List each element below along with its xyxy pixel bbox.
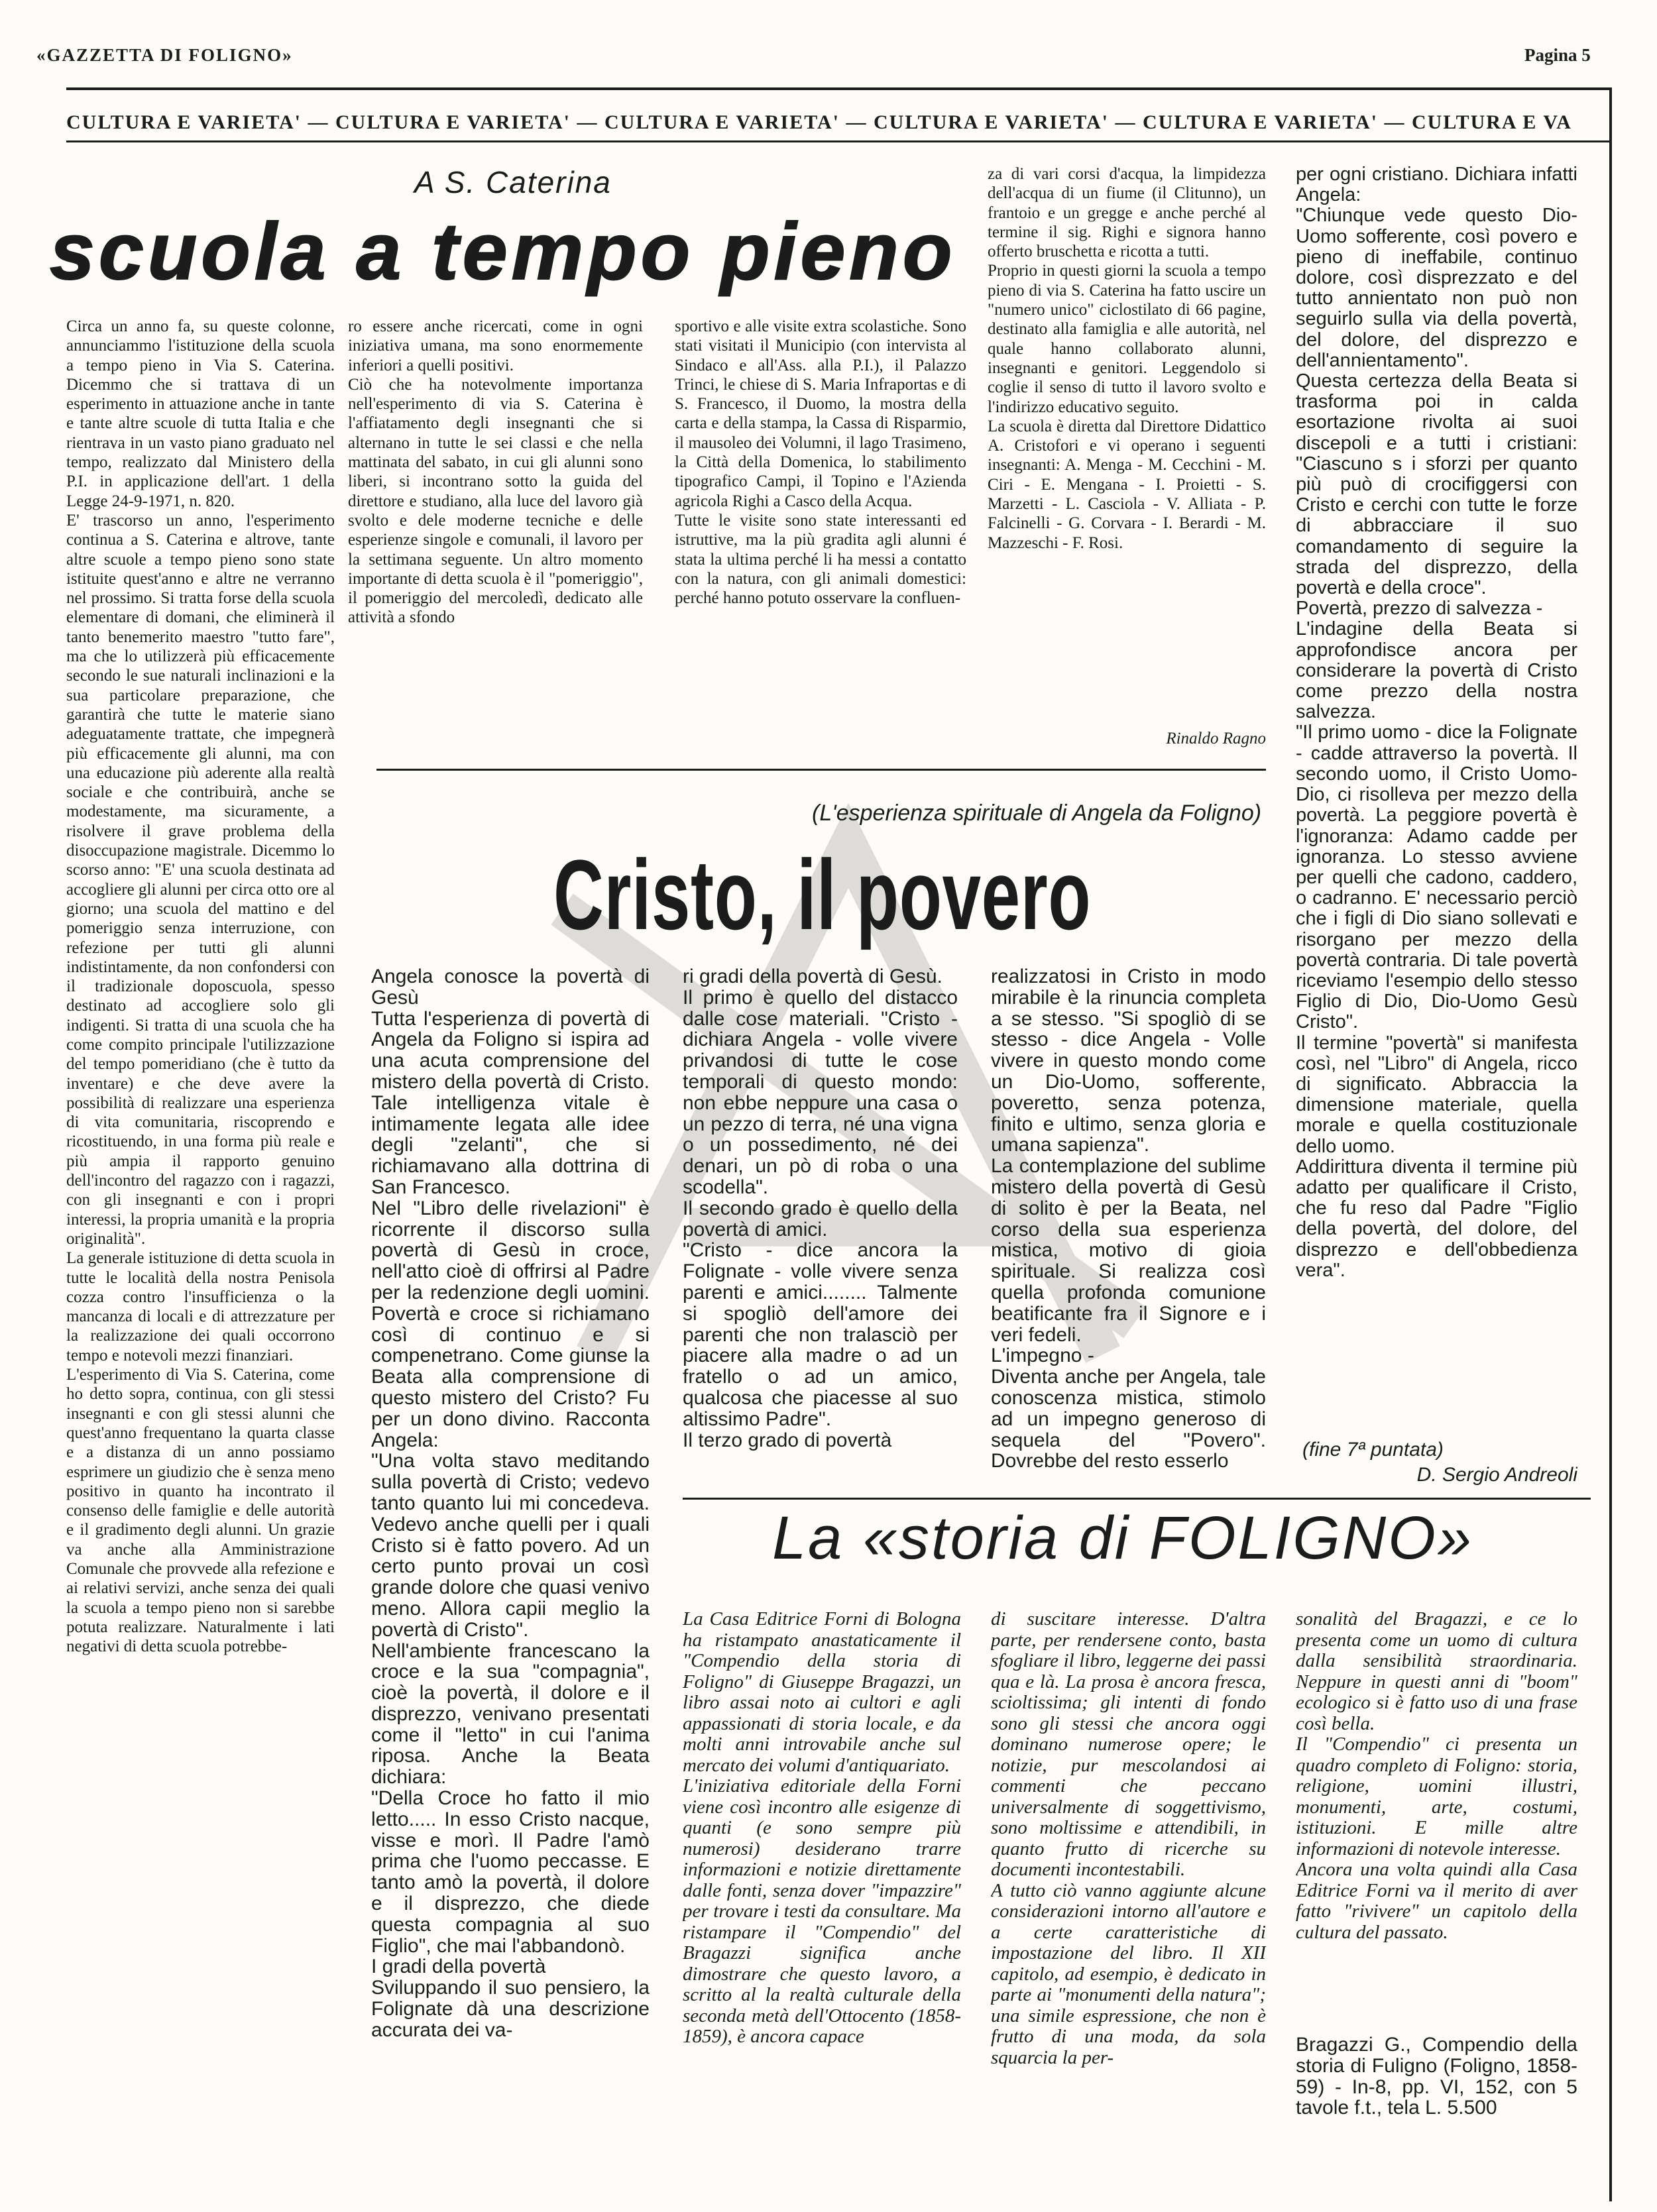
page-number: Pagina 5 <box>1524 45 1591 65</box>
article1-column-2: ro essere anche ricercati, come in ogni iniziativa umana, ma sono enormemente inferiori a quelli positivi. Ciò che ha notevolmente importanza nell'esperimento di via S. Caterina è l'affiatamento degli insegnanti che si alternano in tutte le sei classi e che nella mattinata del sabato, in cui gli alunni sono liberi, si incontrano sotto la guida del direttore e studiano, alla luce del lavoro già svolto e dele moderne tecniche e delle esperienze singole e comunali, il lavoro per la settimana seguente. Un altro momento importante di detta scuola è il "pomeriggio", il pomeriggio del mercoledì, dedicato alle attività a sfondo <box>348 317 643 627</box>
right-edge-rule <box>1609 87 1612 2201</box>
article2-signature: D. Sergio Andreoli <box>1416 1465 1577 1486</box>
article1-column-4: za di vari corsi d'acqua, la limpidezza dell'acqua di un fiume (il Clitunno), un frantoio e un gregge e anche perché al termine il sig. Righi e signora hanno offerto bruschetta e ricotta a tutti. Proprio in questi giorni la scuola a tempo pieno di via S. Caterina ha fatto uscire un "numero unico" ciclostilato di 66 pagine, destinato alla famiglia e alle autorità, nel quale hanno collaborato alunni, insegnanti e genitori. Leggendolo si coglie il senso di tutto il lavoro svolto e l'indirizzo educativo seguito. La scuola è diretta dal Direttore Didattico A. Cristofori e vi operano i seguenti insegnanti: A. Menga - M. Cecchini - M. Ciri - E. Mengana - I. Proietti - S. Marzetti - L. Casciola - V. Alliata - P. Falcinelli - G. Corvara - I. Berardi - M. Mazzeschi - F. Rosi. <box>988 165 1266 552</box>
article3-headline: La «storia di FOLIGNO» <box>772 1504 1473 1572</box>
article2-column-3: realizzatosi in Cristo in modo mirabile è la rinuncia completa a se stesso. "Si spogliò di se stesso - dice Angela - Volle vivere in questo mondo come un Dio-Uomo, sofferente, poveretto, senza potenza, finito e ultimo, senza gloria e umana sapienza". La contemplazione del sublime mistero della povertà di Gesù di solito è per la Beata, nel corso della sua esperienza mistica, motivo di gioia spirituale. Si realizza così quella profonda comunione beatificante fra il Signore e i veri fedeli. L'impegno - Diventa anche per Angela, tale conoscenza mistica, stimolo ad un impegno generoso di sequela del "Povero". Dovrebbe del resto esserlo <box>991 966 1266 1472</box>
banner-rule <box>66 140 1611 142</box>
article1-headline: scuola a tempo pieno <box>50 206 956 296</box>
article2-headline: Cristo, il povero <box>553 839 1092 950</box>
article1-column-3: sportivo e alle visite extra scolastiche. Sono stati visitati il Municipio (con intervista al Sindaco e all'Ass. alla P.I.), il Palazzo Trinci, le chiese di S. Maria Infraportas e di S. Francesco, il Duomo, la mostra della carta e della stampa, la Cassa di Risparmio, il mausoleo dei Volumni, il lago Trasimeno, la Città della Domenica, lo stabilimento tipografico Campi, il Topino e l'Azienda agricola Righi a Casco della Acqua. Tutte le visite sono state interessanti ed istruttive, ma la più gradita agli alunni é stata la ultima perché li ha messi a contatto con la natura, con gli animali domestici: perché hanno potuto osservare la confluen- <box>675 317 966 608</box>
article3-column-3: sonalità del Bragazzi, e ce lo presenta come un uomo di cultura dalla sensibilità straordinaria. Neppure in questi anni di "boom" ecologico si è fatto uso di una frase così bella. Il "Compendio" ci presenta un quadro completo di Foligno: storia, religione, uomini illustri, monumenti, arte, costumi, istituzioni. E mille altre informazioni di notevole interesse. Ancora una volta quindi alla Casa Editrice Forni va il merito di aver fatto "rivivere" un capitolo della cultura del passato. <box>1296 1609 1577 1943</box>
lower-divider <box>683 1498 1591 1500</box>
article2-right-column: per ogni cristiano. Dichiara infatti Angela: "Chiunque vede questo Dio-Uomo sofferente, così povero e pieno di ineffabile, continuo dolore, così disprezzato e del tutto annientato non può non seguirlo sulla via della povertà, del dolore, del disprezzo e dell'annientamento". Questa certezza della Beata si trasforma poi in calda esortazione rivolta ai suoi discepoli e a tutti i cristiani: "Ciascuno s i sforzi per quanto più può di crocifiggersi con Cristo e cerchi con tutte le forze di abbracciare il suo comandamento di seguire la strada del disprezzo, della povertà e della croce". Povertà, prezzo di salvezza - L'indagine della Beata si approfondisce ancora per considerare la povertà di Cristo come prezzo della nostra salvezza. "Il primo uomo - dice la Folignate - cadde attraverso la povertà. Il secondo uomo, il Cristo Uomo-Dio, ci risolleva per mezzo della povertà. La peggiore povertà è l'ignoranza: Adamo cadde per ignoranza. Lo stesso avviene per quelli che cadono, caddero, o cadranno. E' necessario perciò che i figli di Dio siano sollevati e risorgano per mezzo della povertà contraria. Di tale povertà riceviamo l'esempio dello stesso Figlio di Dio, Dio-Uomo Gesù Cristo". Il termine "povertà" si manifesta così, nel "Libro" di Angela, ricco di significato. Abbraccia la dimensione materiale, quella morale e quella costituzionale dello uomo. Addirittura diventa il termine più adatto per qualificare il Cristo, che fu reso dal Padre "Figlio della povertà, del dolore, del disprezzo e dell'obbedienza vera". <box>1296 164 1577 1281</box>
article2-column-2: ri gradi della povertà di Gesù. Il primo è quello del distacco dalle cose materiali. "Cristo - dichiara Angela - volle vivere privandosi di tutte le cose temporali di questo mondo: non ebbe neppure una casa o un pezzo di terra, né una vigna o un possedimento, né dei denari, un pò di roba o una scodella". Il secondo grado è quello della povertà di amici. "Cristo - dice ancora la Folignate - volle vivere senza parenti e amici........ Talmente si spogliò dell'amore dei parenti che non tralasciò per piacere alla madre o ad un fratello o ad un amico, qualcosa che piacesse al suo altissimo Padre". Il terzo grado di povertà <box>683 966 958 1451</box>
newspaper-title: «GAZZETTA DI FOLIGNO» <box>36 45 293 65</box>
article3-book-reference: Bragazzi G., Compendio della storia di Fuligno (Foligno, 1858-59) - In-8, pp. VI, 152, con 5 tavole f.t., tela L. 5.500 <box>1296 2034 1577 2119</box>
article2-kicker: (L'esperienza spirituale di Angela da Foligno) <box>812 801 1262 826</box>
top-rule <box>66 87 1611 90</box>
article3-column-2: di suscitare interesse. D'altra parte, per rendersene conto, basta sfogliare il libro, leggerne dei passi qua e là. La prosa è ancora fresca, scioltissima; gli intenti di fondo sono gli stessi che ancora oggi dominano numerose opere; le notizie, pur mescolandosi ai commenti che peccano universalmente di soggettivismo, sono moltissime e attendibili, in quanto frutto di ricerche su documenti incontestabili. A tutto ciò vanno aggiunte alcune considerazioni intorno all'autore e a certe caratteristiche di impostazione del libro. Il XII capitolo, ad esempio, è dedicato in parte ai "monumenti della natura"; una simile espressione, che non è frutto di una moda, da sola squarcia la per- <box>991 1609 1266 2068</box>
section-banner: CULTURA E VARIETA' — CULTURA E VARIETA' — CULTURA E VARIETA' — CULTURA E VARIETA' — CULTURA E VARIETA' — CULTURA E VA <box>66 111 1572 133</box>
article2-column-1: Angela conosce la povertà di Gesù Tutta l'esperienza di povertà di Angela da Foligno si ispira ad una acuta comprensione del mistero della povertà di Cristo. Tale intelligenza vitale è intimamente legata alle idee degli "zelanti", che si richiamavano alla dottrina di San Francesco. Nel "Libro delle rivelazioni" è ricorrente il discorso sulla povertà di Gesù in croce, nell'atto cioè di offrirsi al Padre per la redenzione degli uomini. Povertà e croce si richiamano così di continuo e si compenetrano. Come giunse la Beata alla comprensione di questo mistero del Cristo? Fu per un dono divino. Racconta Angela: "Una volta stavo meditando sulla povertà di Cristo; vedevo tanto quanto lui mi concedeva. Vedevo anche quelli per i quali Cristo si è fatto povero. Ad un certo punto provai un così grande dolore che quasi venivo meno. Allora capii meglio la povertà di Cristo". Nell'ambiente francescano la croce e la sua "compagnia", cioè la povertà, il dolore e il disprezzo, venivano presentati come il "letto" in cui l'anima riposa. Anche la Beata dichiara: "Della Croce ho fatto il mio letto..... In esso Cristo nacque, visse e morì. Il Padre l'amò prima che l'uomo peccasse. E tanto amò la povertà, il dolore e il disprezzo, che diede questa compagnia al suo Figlio", che mai l'abbandonò. I gradi della povertà Sviluppando il suo pensiero, la Folignate dà una descrizione accurata dei va- <box>371 966 650 2041</box>
article2-continued-note: (fine 7ª puntata) <box>1302 1439 1444 1461</box>
article1-column-1: Circa un anno fa, su queste colonne, annunciammo l'istituzione della scuola a tempo pieno in Via S. Caterina. Dicemmo che si trattava di un esperimento in attuazione anche in tante e tante altre scuole di tutta Italia e che rientrava in un vasto piano graduato nel tempo, realizzato dal Ministero della P.I. in applicazione dell'art. 1 della Legge 24-9-1971, n. 820. E' trascorso un anno, l'esperimento continua a S. Caterina e altrove, tante altre scuole a tempo pieno sono state istituite quest'anno e altre ne verranno nel prossimo. Si tratta forse della scuola elementare di domani, che eliminerà il tanto benemerito maestro "tutto fare", ma che lo utilizzerà più efficacemente secondo le sue naturali inclinazioni e la sua particolare preparazione, che garantirà che tutte le materie siano adeguatamente trattate, che impegnerà più efficacemente gli alunni, ma con una educazione più aderente alla realtà sociale e che contribuirà, anche se modestamente, ma sicuramente, a risolvere il grave problema della disoccupazione magistrale. Dicemmo lo scorso anno: "E' una scuola destinata ad accogliere gli alunni per circa otto ore al giorno; una scuola del mattino e del pomeriggio senza interruzione, con refezione per tutti gli alunni indistintamente, da non confondersi con il tradizionale doposcuola, spesso destinato ad accogliere solo gli indigenti. Si tratta di una scuola che ha come compito principale l'utilizzazione del tempo pomeridiano (che è tutto da inventare) e che deve avere la possibilità di realizzare una esperienza di vita comunitaria, riscoprendo e ricostituendo, in una forma più reale e più ampia il rapporto genuino dell'incontro del ragazzo con i ragazzi, con gli insegnanti e con i propri interessi, la propria umanità e la propria originalità". La generale istituzione di detta scuola in tutte le località della nostra Penisola cozza contro l'insufficienza o la mancanza di locali e di attrezzature per la realizzazione dei quali occorrono tempo e notevoli mezzi finanziari. L'esperimento di Via S. Caterina, come ho detto sopra, continua, con gli stessi insegnanti e con gli stessi alunni che quest'anno frequentano la quarta classe e a distanza di un anno possiamo esprimere un giudizio che è senza meno positivo in quanto ha incontrato il consenso delle famiglie e delle autorità e il gradimento degli alunni. Un grazie va anche alla Amministrazione Comunale che provvede alla refezione e ai relativi servizi, anche senza dei quali la scuola a tempo pieno non si sarebbe potuta realizzare. Naturalmente i lati negativi di detta scuola potrebbe- <box>66 317 335 1656</box>
section-divider <box>376 769 1266 771</box>
article1-signature: Rinaldo Ragno <box>1166 730 1266 747</box>
article1-kicker: A S. Caterina <box>414 165 612 199</box>
article3-column-1: La Casa Editrice Forni di Bologna ha ristampato anastaticamente il "Compendio della storia di Foligno" di Giuseppe Bragazzi, un libro assai noto ai cultori e agli appassionati di storia locale, e da molti anni introvabile anche sul mercato dei volumi d'antiquariato. L'iniziativa editoriale della Forni viene così incontro alle esigenze di quanti (e sono sempre più numerosi) desiderano trarre informazioni e notizie direttamente dalle fonti, senza dover "impazzire" per trovare i testi da consultare. Ma ristampare il "Compendio" del Bragazzi significa anche dimostrare che questo lavoro, a scritto al la realtà culturale della seconda metà dell'Ottocento (1858-1859), è ancora capace <box>683 1609 961 2047</box>
